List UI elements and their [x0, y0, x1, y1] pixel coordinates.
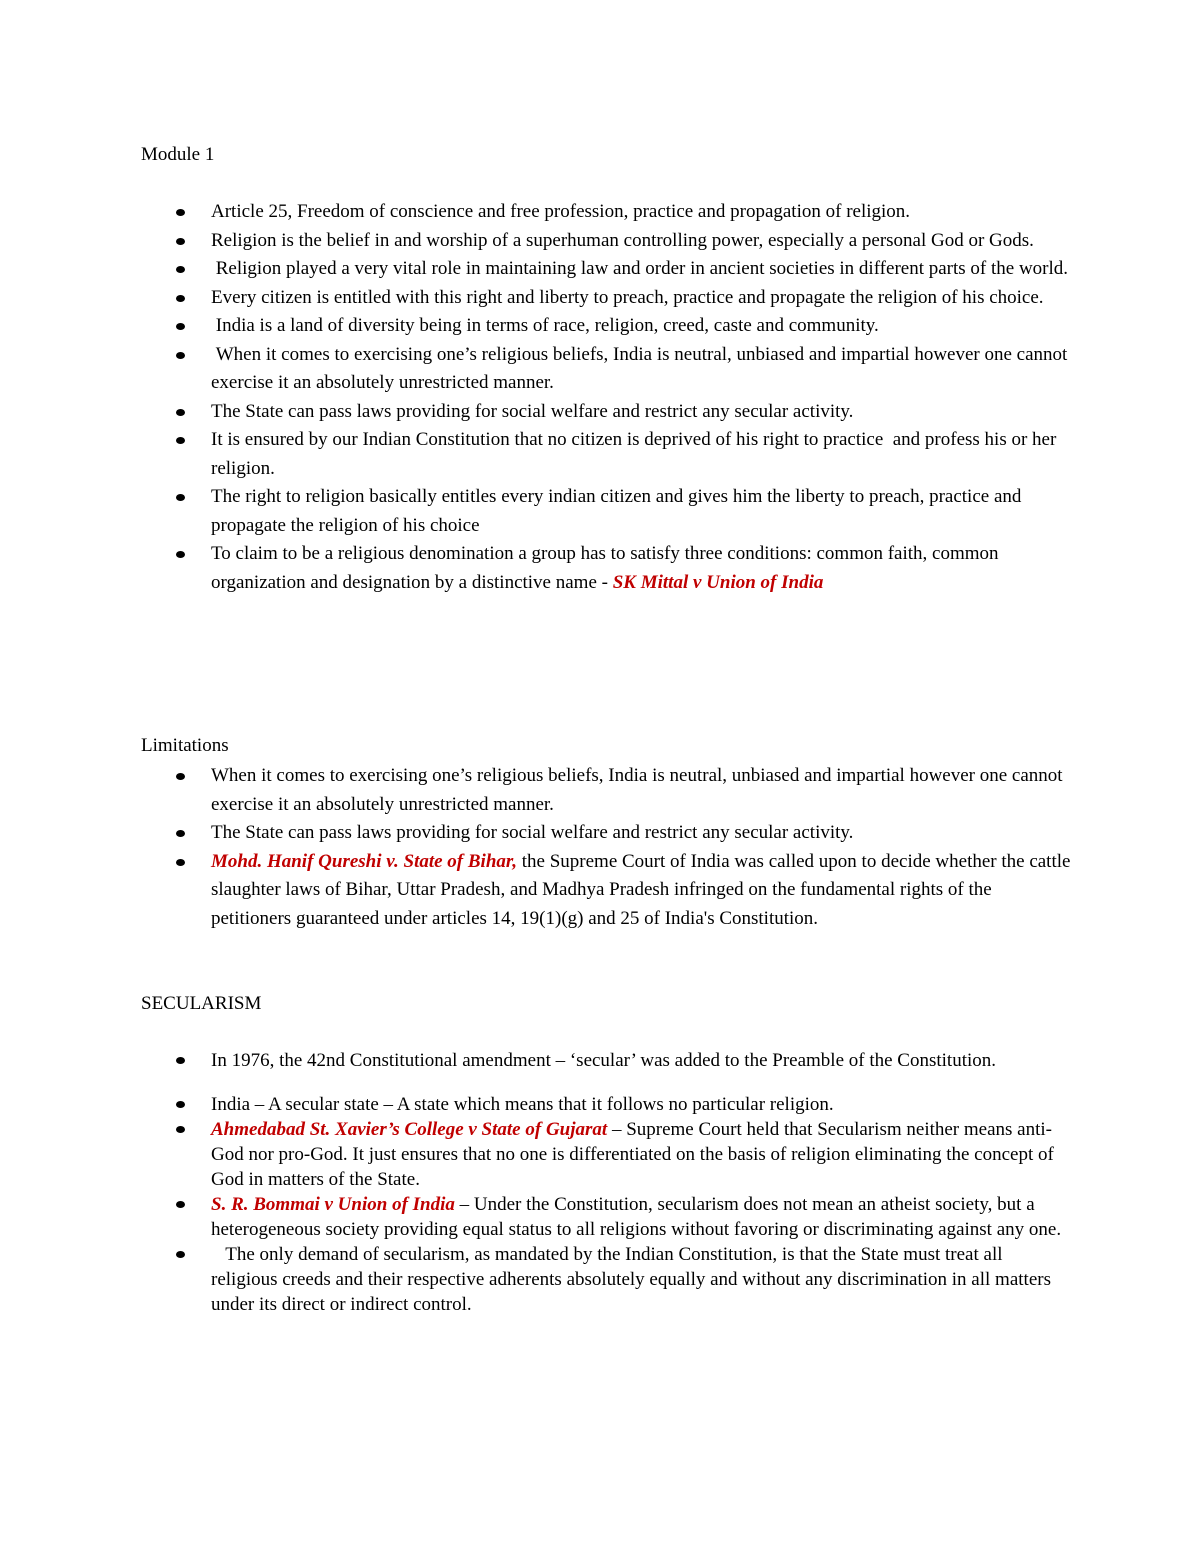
- list-item: The only demand of secularism, as mandated by the Indian Constitution, is that the State must treat all religious creeds and their respective adherents absolutely equally and without any discrimination in all matters under its direct or indirect control.: [0, 1242, 1071, 1317]
- list-item: It is ensured by our Indian Constitution that no citizen is deprived of his right to practice and profess his or her religion.: [0, 426, 1071, 483]
- list-item: The State can pass laws providing for social welfare and restrict any secular activity.: [0, 398, 1071, 427]
- list-item: Religion is the belief in and worship of a superhuman controlling power, especially a personal God or Gods.: [0, 227, 1071, 256]
- heading-limitations: Limitations: [141, 735, 229, 756]
- list-item: Religion played a very vital role in maintaining law and order in ancient societies in different parts of the world.: [0, 255, 1071, 284]
- list-item: India – A secular state – A state which means that it follows no particular religion.: [0, 1092, 1071, 1117]
- limitations-list: [0, 762, 1200, 933]
- case-citation: Ahmedabad St. Xavier’s College v State of Gujarat: [211, 1119, 608, 1140]
- case-citation: Mohd. Hanif Qureshi v. State of Bihar,: [211, 850, 517, 872]
- case-citation: S. R. Bommai v Union of India: [211, 1194, 455, 1215]
- heading-secularism: SECULARISM: [141, 993, 262, 1014]
- list-item: Ahmedabad St. Xavier’s College v State of Gujarat – Supreme Court held that Secularism neither means anti-God nor pro-God. It just ensures that no one is differentiated on the basis of religion eliminating the concept of God in matters of the State.: [0, 1117, 1071, 1192]
- case-citation: SK Mittal v Union of India: [612, 571, 824, 593]
- module-1-list: [0, 198, 1200, 597]
- list-item: Every citizen is entitled with this right and liberty to preach, practice and propagate the religion of his choice.: [0, 284, 1071, 313]
- list-item: The right to religion basically entitles every indian citizen and gives him the liberty to preach, practice and propagate the religion of his choice: [0, 483, 1071, 540]
- list-item: In 1976, the 42nd Constitutional amendment – ‘secular’ was added to the Preamble of the Constitution.: [0, 1048, 1071, 1073]
- secularism-list: [0, 1048, 1200, 1317]
- list-item: When it comes to exercising one’s religious beliefs, India is neutral, unbiased and impartial however one cannot exercise it an absolutely unrestricted manner.: [0, 762, 1071, 819]
- list-item: The State can pass laws providing for social welfare and restrict any secular activity.: [0, 819, 1071, 848]
- list-item: India is a land of diversity being in terms of race, religion, creed, caste and community.: [0, 312, 1071, 341]
- list-item: Mohd. Hanif Qureshi v. State of Bihar, the Supreme Court of India was called upon to decide whether the cattle slaughter laws of Bihar, Uttar Pradesh, and Madhya Pradesh infringed on the fundamental rights of the petitioners guaranteed under articles 14, 19(1)(g) and 25 of India's Constitution.: [0, 848, 1071, 934]
- list-item: When it comes to exercising one’s religious beliefs, India is neutral, unbiased and impartial however one cannot exercise it an absolutely unrestricted manner.: [0, 341, 1071, 398]
- list-item: S. R. Bommai v Union of India – Under the Constitution, secularism does not mean an atheist society, but a heterogeneous society providing equal status to all religions without favoring or discriminating against any one.: [0, 1192, 1071, 1242]
- list-item: Article 25, Freedom of conscience and free profession, practice and propagation of religion.: [0, 198, 1071, 227]
- heading-module-1: Module 1: [141, 144, 215, 165]
- list-item: To claim to be a religious denomination a group has to satisfy three conditions: common faith, common organization and designation by a distinctive name - SK Mittal v Union of India: [0, 540, 1071, 597]
